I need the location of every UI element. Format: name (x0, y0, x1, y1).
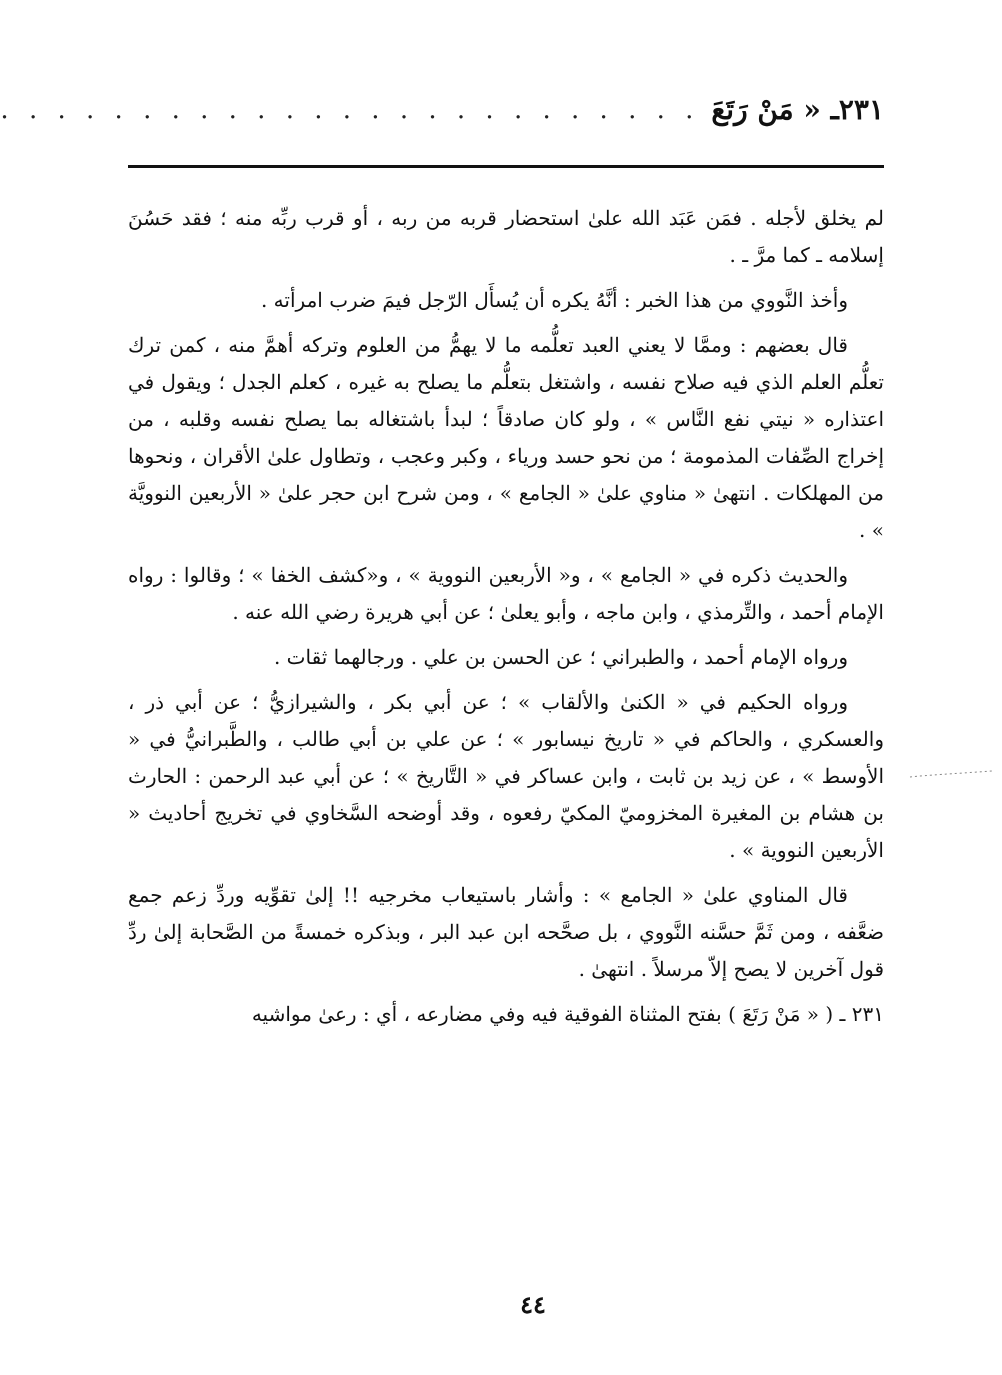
header-dots: . . . . . . . . . . . . . . . . . . . . . . . . . (0, 95, 700, 125)
margin-mark (908, 769, 994, 779)
footnote-text: ٢٣١ ـ ( « مَنْ رَتَعَ ) بفتح المثناة الفوقية فيه وفي مضارعه ، أي : رعىٰ مواشيه (251, 1002, 884, 1026)
page-header (0, 88, 884, 132)
header-rule (128, 165, 884, 168)
main-text (128, 200, 884, 1033)
paragraph-1: لم يخلق لأجله . فمَن عَبَد الله علىٰ استحضار قربه من ربه ، أو قرب ربِّه منه ؛ فقد حَسُنَ إسلامه ـ كما مرَّ ـ . (128, 206, 884, 267)
page-number: ٤٤ (520, 1290, 546, 1319)
paragraph-4: والحديث ذكره في « الجامع » ، و« الأربعين النووية » ، و«كشف الخفا » ؛ وقالوا : رواه الإمام أحمد ، والتِّرمذي ، وابن ماجه ، وأبو يعلىٰ ؛ عن أبي هريرة رضي الله عنه . (128, 563, 884, 624)
paragraph-3: قال بعضهم : وممَّا لا يعني العبد تعلُّمه ما لا يهمُّ من العلوم وتركه أهمَّ منه ، كمن ترك تعلُّم العلم الذي فيه صلاح نفسه ، واشتغل بتعلُّم ما يصلح به غيره ، كعلم الجدل ؛ ويقول في اعتذاره « نيتي نفع النَّاس » ، ولو كان صادقاً ؛ لبدأ باشتغاله بما يصلح نفسه وقلبه ، من إخراج الصِّفات المذمومة ؛ من نحو حسد ورياء ، وكبر وعجب ، وتطاول علىٰ الأقران ، ونحوها من المهلكات . انتهىٰ « مناوي علىٰ « الجامع » ، ومن شرح ابن حجر علىٰ « الأربعين النوويَّة » . (128, 333, 884, 542)
paragraph-5: ورواه الإمام أحمد ، والطبراني ؛ عن الحسن بن علي . ورجالهما ثقات . (273, 645, 848, 669)
header-title: ٢٣١ـ « مَنْ رَتَعَ (711, 93, 884, 126)
paragraph-2: وأخذ النَّووي من هذا الخبر : أنَّهُ يكره أن يُسأَل الرّجل فيمَ ضرب امرأته . (260, 288, 848, 312)
paragraph-6: ورواه الحكيم في « الكنىٰ والألقاب » ؛ عن أبي بكر ، والشيرازيُّ ؛ عن أبي ذر ، والعسكري ، والحاكم في « تاريخ نيسابور » ؛ عن علي بن أبي طالب ، والطَّبرانيُّ في « الأوسط » ، عن زيد بن ثابت ، وابن عساكر في « التَّاريخ » ؛ عن أبي عبد الرحمن : الحارث بن هشام بن المغيرة المخزوميّ المكيّ رفعوه ، وقد أوضحه السَّخاوي في تخريج أحاديث « الأربعين النووية » . (128, 690, 884, 862)
paragraph-7: قال المناوي علىٰ « الجامع » : وأشار باستيعاب مخرجيه !! إلىٰ تقوِّيه وردِّ زعم جمع ضعَّفه ، ومن ثَمَّ حسَّنه النَّووي ، بل صحَّحه ابن عبد البر ، وبذكره خمسةً من الصَّحابة إلىٰ ردِّ قول آخرين لا يصح إلاّ مرسلاً . انتهىٰ . (128, 883, 884, 981)
